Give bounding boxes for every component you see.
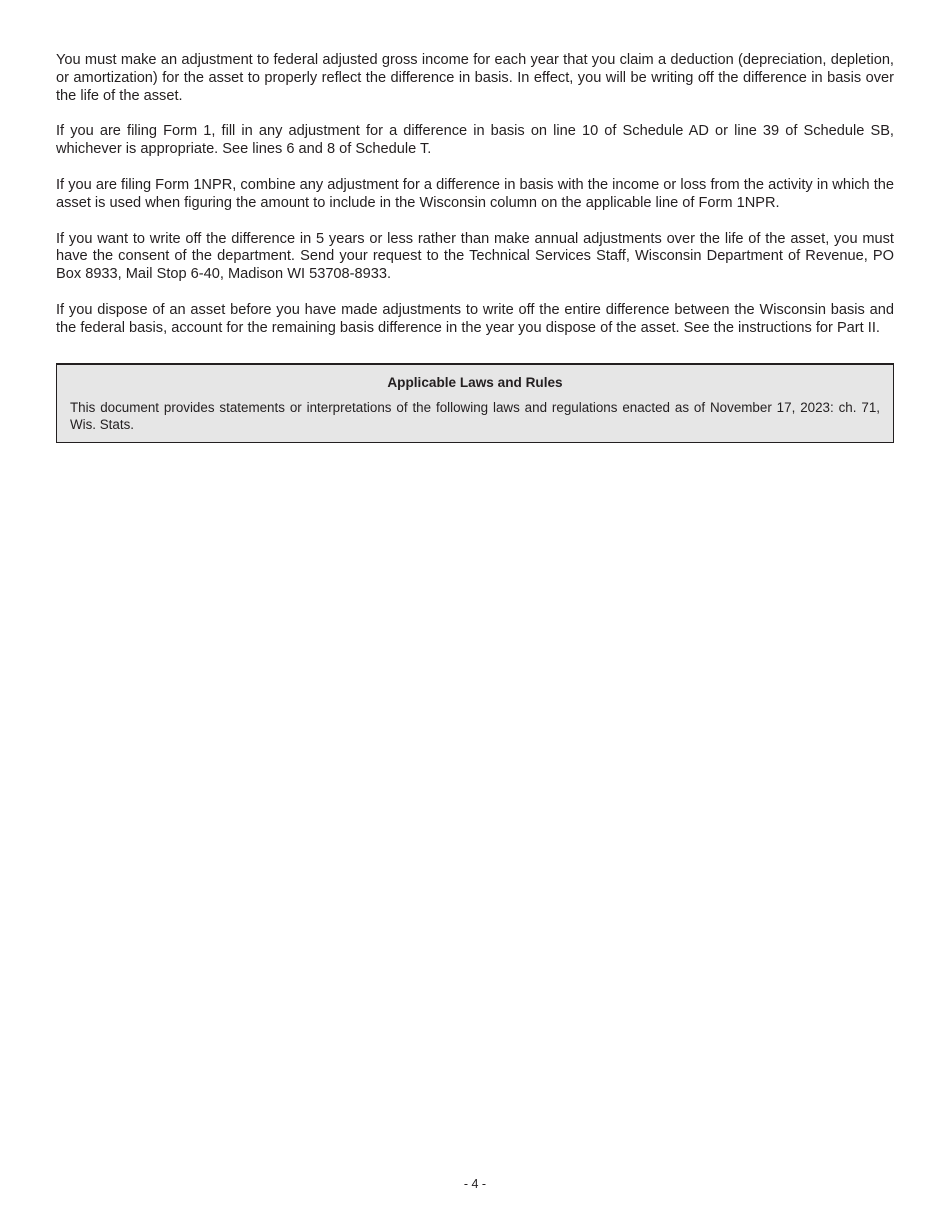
paragraph-write-off-consent: If you want to write off the difference in 5 years or less rather than make annual adjustments over the life of the asset, you must have the consent of the department. Send your request to the Technical Services Staff, Wisconsin Department of Revenue, PO Box 8933, Mail Stop 6-40, Madison WI 53708-8933.: [56, 230, 894, 283]
paragraph-form-1: If you are filing Form 1, fill in any adjustment for a difference in basis on line 10 of Schedule AD or line 39 of Schedule SB, whichever is appropriate. See lines 6 and 8 of Schedule T.: [56, 123, 894, 158]
applicable-laws-text: This document provides statements or interpretations of the following laws and regulations enacted as of November 17, 2023: ch. 71, Wis. Stats.: [70, 399, 880, 433]
paragraph-form-1npr: If you are filing Form 1NPR, combine any adjustment for a difference in basis with the income or loss from the activity in which the asset is used when figuring the amount to include in the Wisconsin column on the applicable line of Form 1NPR.: [56, 176, 894, 211]
document-page: [56, 52, 894, 443]
paragraph-adjustment-federal-agi: You must make an adjustment to federal adjusted gross income for each year that you claim a deduction (depreciation, depletion, or amortization) for the asset to properly reflect the difference in basis. In effect, you will be writing off the difference in basis over the life of the asset.: [56, 52, 894, 104]
page-number: - 4 -: [463, 1177, 487, 1191]
applicable-laws-box: [56, 363, 894, 443]
applicable-laws-title: Applicable Laws and Rules: [387, 374, 563, 390]
paragraph-dispose-asset: If you dispose of an asset before you have made adjustments to write off the entire difference between the Wisconsin basis and the federal basis, account for the remaining basis difference in the year you dispose of the asset. See the instructions for Part II.: [56, 301, 894, 336]
